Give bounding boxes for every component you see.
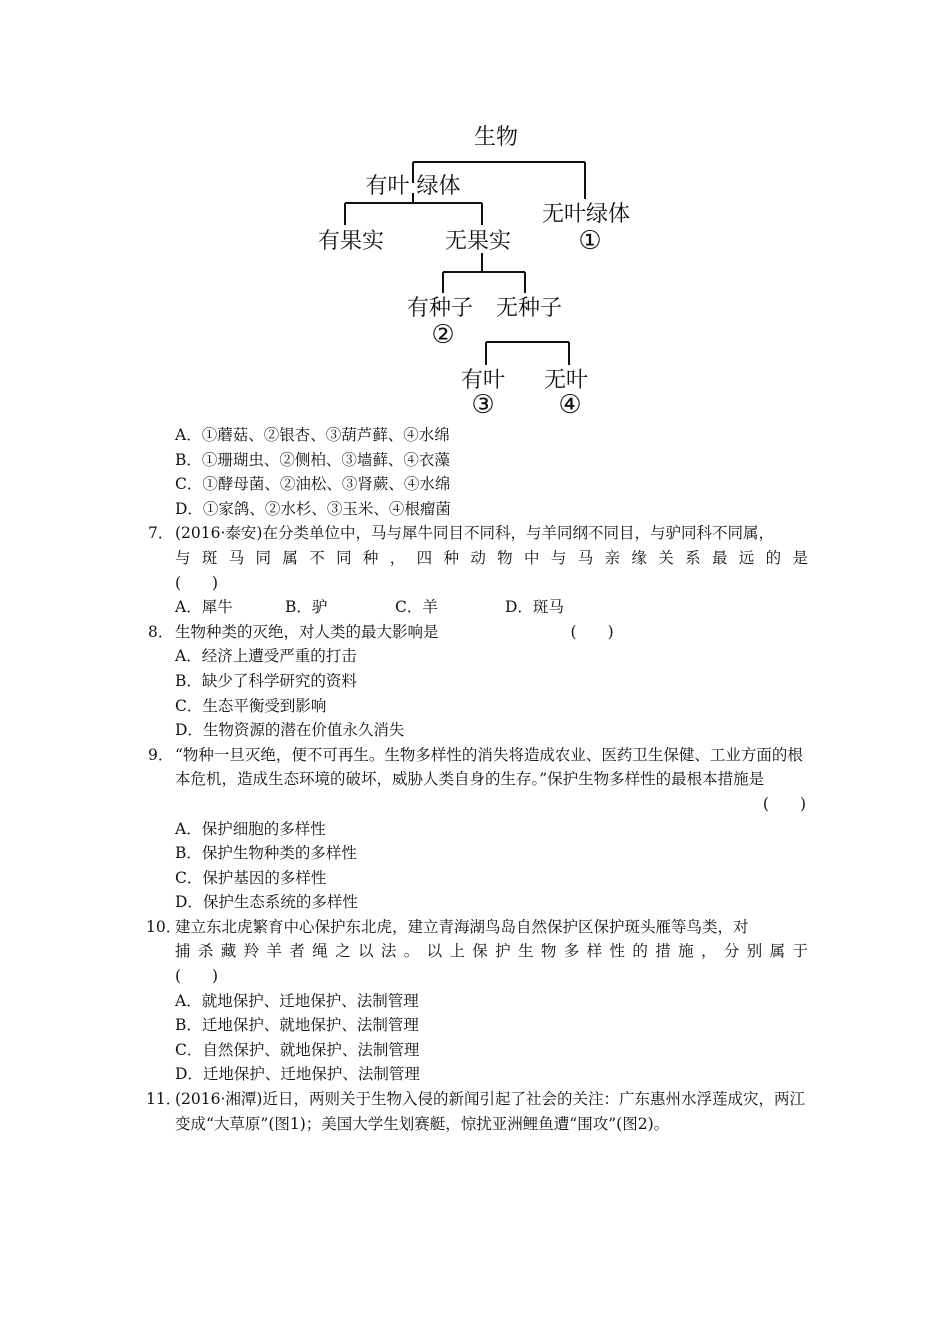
q8-text: 生物种类的灭绝，对人类的最大影响是 [175, 622, 439, 641]
q7-option-d[interactable]: D．斑马 [505, 598, 564, 617]
q7-stem [148, 521, 808, 546]
q6-option-d[interactable]: D．①家鸽、②水杉、③玉米、④根瘤菌 [175, 499, 451, 518]
q7-line1: (2016·泰安)在分类单位中，马与犀牛同目不同科，与羊同纲不同目，与驴同科不同属， [175, 524, 774, 543]
q8-stem [148, 620, 808, 645]
q10-line2: 捕杀藏羚羊者绳之以法。以上保护生物多样性的措施，分别属于 [175, 942, 808, 961]
q7-option-c[interactable]: C．羊 [395, 598, 438, 617]
q7-options [148, 595, 808, 620]
q8-answer-paren: ( ) [570, 622, 614, 641]
q11-number: 11． [146, 1090, 182, 1109]
q10-option-c[interactable]: C．自然保护、就地保护、法制管理 [175, 1040, 420, 1059]
marker-1: ① [578, 226, 602, 256]
node-has-leaf-green: 有叶 绿体 [365, 174, 461, 199]
q7-answer-paren: ( ) [175, 573, 219, 592]
q11-text: (2016·湘潭)近日，两则关于生物入侵的新闻引起了社会的关注：广东惠州水浮莲成灾，两江变成“大草原”(图1)；美国大学生划赛艇，惊扰亚洲鲤鱼遭“围攻”(图2)。 [175, 1090, 805, 1133]
q6-options [148, 423, 808, 521]
q7-option-b[interactable]: B．驴 [285, 598, 328, 617]
node-no-leaf-green: 无叶绿体 [541, 202, 631, 227]
q10-number: 10． [146, 917, 182, 936]
q10-option-b[interactable]: B．迁地保护、就地保护、法制管理 [175, 1016, 419, 1035]
q8-option-b[interactable]: B．缺少了科学研究的资料 [175, 671, 357, 690]
q8-option-a[interactable]: A．经济上遭受严重的打击 [175, 647, 357, 666]
q9-option-a[interactable]: A．保护细胞的多样性 [175, 819, 326, 838]
node-root: 生物 [473, 125, 519, 150]
q10-option-a[interactable]: A．就地保护、迁地保护、法制管理 [175, 991, 419, 1010]
q11-stem [148, 1087, 808, 1136]
node-has-leaf: 有叶 [460, 368, 506, 393]
q10-answer-paren: ( ) [175, 967, 219, 986]
q9-option-c[interactable]: C．保护基因的多样性 [175, 868, 327, 887]
q10-option-d[interactable]: D．迁地保护、迁地保护、法制管理 [175, 1065, 420, 1084]
node-has-fruit: 有果实 [317, 229, 385, 254]
q9-option-b[interactable]: B．保护生物种类的多样性 [175, 844, 357, 863]
q7-line2: 与斑马同属不同种，四种动物中与马亲缘关系最远的是 [175, 548, 808, 567]
q10-line1: 建立东北虎繁育中心保护东北虎，建立青海湖鸟岛自然保护区保护斑头雁等鸟类，对 [175, 917, 749, 936]
q9-number: 9． [148, 745, 174, 764]
q8-option-c[interactable]: C．生态平衡受到影响 [175, 696, 327, 715]
marker-2: ② [431, 320, 455, 350]
q7-number: 7． [148, 524, 174, 543]
q8-number: 8． [148, 622, 174, 641]
q9-text: “物种一旦灭绝，便不可再生。生物多样性的消失将造成农业、医药卫生保健、工业方面的根本危机，造成生态环境的破坏，威胁人类自身的生存。”保护生物多样性的最根本措施是 [175, 745, 803, 789]
q6-option-b[interactable]: B．①珊瑚虫、②侧柏、③墙藓、④衣藻 [175, 450, 450, 469]
q9-option-d[interactable]: D．保护生态系统的多样性 [175, 893, 358, 912]
marker-4: ④ [558, 390, 582, 420]
q6-option-a[interactable]: A．①蘑菇、②银杏、③葫芦藓、④水绵 [175, 426, 450, 444]
classification-tree-diagram [300, 115, 660, 420]
q6-option-c[interactable]: C．①酵母菌、②油松、③肾蕨、④水绵 [175, 475, 451, 494]
q8-option-d[interactable]: D．生物资源的潜在价值永久消失 [175, 721, 405, 740]
question-content [148, 423, 808, 1136]
node-no-leaf: 无叶 [543, 368, 589, 393]
q9-answer-paren: ( ) [762, 794, 806, 813]
node-no-fruit: 无果实 [444, 229, 512, 254]
node-has-seed: 有种子 [406, 296, 474, 321]
q7-option-a[interactable]: A．犀牛 [175, 598, 233, 617]
node-no-seed: 无种子 [495, 296, 563, 321]
q9-stem [148, 743, 808, 792]
marker-3: ③ [471, 390, 495, 420]
q10-stem [148, 915, 808, 940]
